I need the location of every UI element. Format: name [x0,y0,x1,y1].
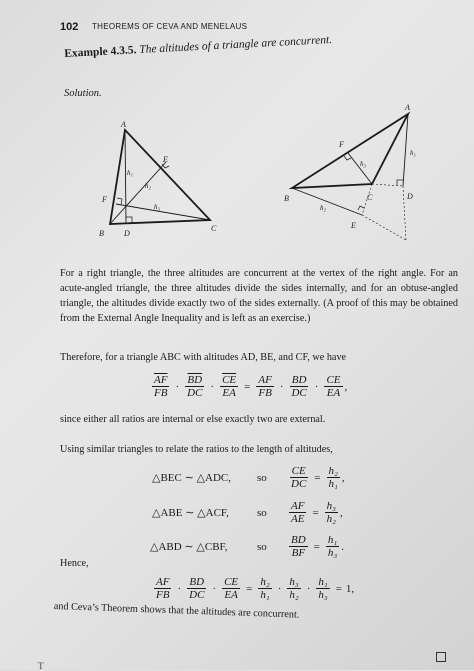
equals-operator: = [314,471,321,484]
label-d: D [407,192,413,201]
altitude-ad [403,114,408,186]
fraction [289,465,308,490]
denominator: EA [224,589,238,601]
denominator: DC [291,387,307,399]
label-d: D [124,229,130,238]
dot-operator: · [177,582,182,595]
denominator: DC [189,589,205,601]
numerator: BD [189,576,205,588]
fraction [256,374,273,399]
numerator: h₃ [326,500,336,512]
numerator: $\overline{BD}$ [187,374,203,386]
similar-row [150,534,344,559]
altitude-ad [125,130,126,223]
example-label: Example 4.3.5. [64,44,137,60]
triangle-abc [292,114,408,188]
label-b: B [284,194,289,203]
conclusion-text: and Ceva’s Theorem shows that the altitudes are concurrent. [53,601,300,621]
similarity-statement: △ABD ∼ △CBF, [150,541,228,553]
label-h1: h₁ [410,149,416,157]
denominator: FB [156,589,170,601]
punctuation: , [341,471,345,484]
numerator: AF [258,374,272,386]
right-angle-mark-e [358,206,364,210]
numerator: h₁ [327,534,338,546]
ratio-equation [150,374,347,399]
hence-label: Hence, [60,558,89,569]
denominator: EA [222,387,236,399]
page-corner-checkbox[interactable] [436,652,446,662]
equals-operator: = [313,540,320,553]
numerator: AF [291,500,305,512]
similar-triangles-text: Using similar triangles to relate the ratios to the length of altitudes, [60,444,333,455]
equals-operator: = [244,380,251,393]
fraction [222,576,240,601]
dot-operator: · [306,582,311,595]
dot-operator: · [212,582,217,595]
numerator: h₂ [260,576,270,588]
fraction [316,576,329,601]
denominator: h₂ [326,513,336,525]
running-header: THEOREMS OF CEVA AND MENELAUS [92,22,248,31]
dot-operator: · [279,380,284,393]
dot-operator: · [277,582,282,595]
equals-operator: = [335,582,342,595]
punctuation: . [341,540,344,553]
final-equation [152,576,354,601]
denominator: h₁ [328,478,338,490]
denominator: FB [258,387,272,399]
right-angle-mark-f [344,156,351,160]
punctuation: , [340,506,343,519]
label-h3: h₃ [360,160,366,168]
similar-row [152,500,343,525]
fraction [326,534,339,559]
comma: , [344,380,348,393]
fraction [258,576,271,601]
therefore-text: Therefore, for a triangle ABC with altitudes AD, BE, and CF, we have [60,352,347,363]
numerator: $\overline{CE}$ [222,374,237,386]
similarity-statement: △ABE ∼ △ACF, [152,507,229,519]
similarity-statement: △BEC ∼ △ADC, [152,472,232,484]
right-angle-mark-d [126,217,132,223]
denominator: h₁ [260,589,270,601]
fraction [289,534,308,559]
so-label: so [257,540,267,553]
dot-operator: · [210,380,215,393]
dot-operator: · [175,380,180,393]
denominator: BF [291,547,306,559]
denominator: EA [326,387,341,399]
altitude-cf [348,153,372,184]
altitude-cf [116,204,210,220]
label-b: B [99,229,104,238]
fraction [327,465,340,490]
numerator: CE [326,374,341,386]
rhs-value: 1, [345,582,355,595]
numerator: BD [291,534,306,546]
numerator: h₂ [328,465,338,477]
label-a: A [121,120,126,129]
example-heading [64,34,332,60]
label-c: C [367,193,373,202]
extension-e [362,215,406,240]
extension-cd [372,184,403,186]
numerator: AF [156,576,170,588]
equals-operator: = [312,506,319,519]
fraction [325,500,338,525]
fraction [289,374,308,399]
label-h3: h₃ [154,203,160,211]
numerator: h₁ [318,576,328,588]
fraction [185,374,204,399]
numerator: BD [291,374,307,386]
label-a: A [405,103,410,112]
altitude-be [292,188,362,215]
dot-operator: · [314,380,319,393]
fraction [220,374,238,399]
numerator: $\overline{AF}$ [154,374,168,386]
label-h2: h₂ [320,204,326,212]
label-c: C [211,224,217,233]
denominator: DC [291,478,307,490]
fraction [154,576,171,601]
right-angle-mark-d [397,180,403,185]
example-statement: The altitudes of a triangle are concurrent. [138,33,333,57]
numerator: CE [291,465,306,477]
since-text: since either all ratios are internal or else exactly two are external. [60,414,326,425]
label-h2: h₂ [145,182,151,190]
denominator: AE [291,513,305,525]
acute-triangle-figure [90,120,225,245]
denominator: FB [154,387,168,399]
fraction [324,374,342,399]
label-h1: h₁ [127,169,133,177]
so-label: so [257,471,267,484]
label-e: E [351,221,356,230]
numerator: CE [224,576,239,588]
equals-operator: = [246,582,253,595]
denominator: h₂ [289,589,299,601]
denominator: DC [187,387,203,399]
fraction [152,374,169,399]
denominator: h₃ [318,589,328,601]
obtuse-triangle-figure [280,100,430,250]
label-f: F [102,195,107,204]
similar-row [152,465,345,490]
fraction [187,576,206,601]
label-f: F [339,140,344,149]
so-label: so [257,506,267,519]
next-page-fragment: T [38,661,44,671]
numerator: h₃ [289,576,299,588]
denominator: h₃ [327,547,338,559]
page-number: 102 [60,21,79,33]
extension-a [403,186,406,240]
body-paragraph: For a right triangle, the three altitudes are concurrent at the vertex of the right angle. For an acute-angled triangle, the three altitudes divide the sides internally, and for an obtuse-angled triangle, the altitudes divide exactly two of the sides externally. (A proof of this may be obtained from the External Angle Inequality and is left as an exercise.) [60,268,458,324]
label-e: E [163,155,168,164]
fraction [289,500,306,525]
solution-label: Solution. [64,88,102,99]
fraction [287,576,300,601]
